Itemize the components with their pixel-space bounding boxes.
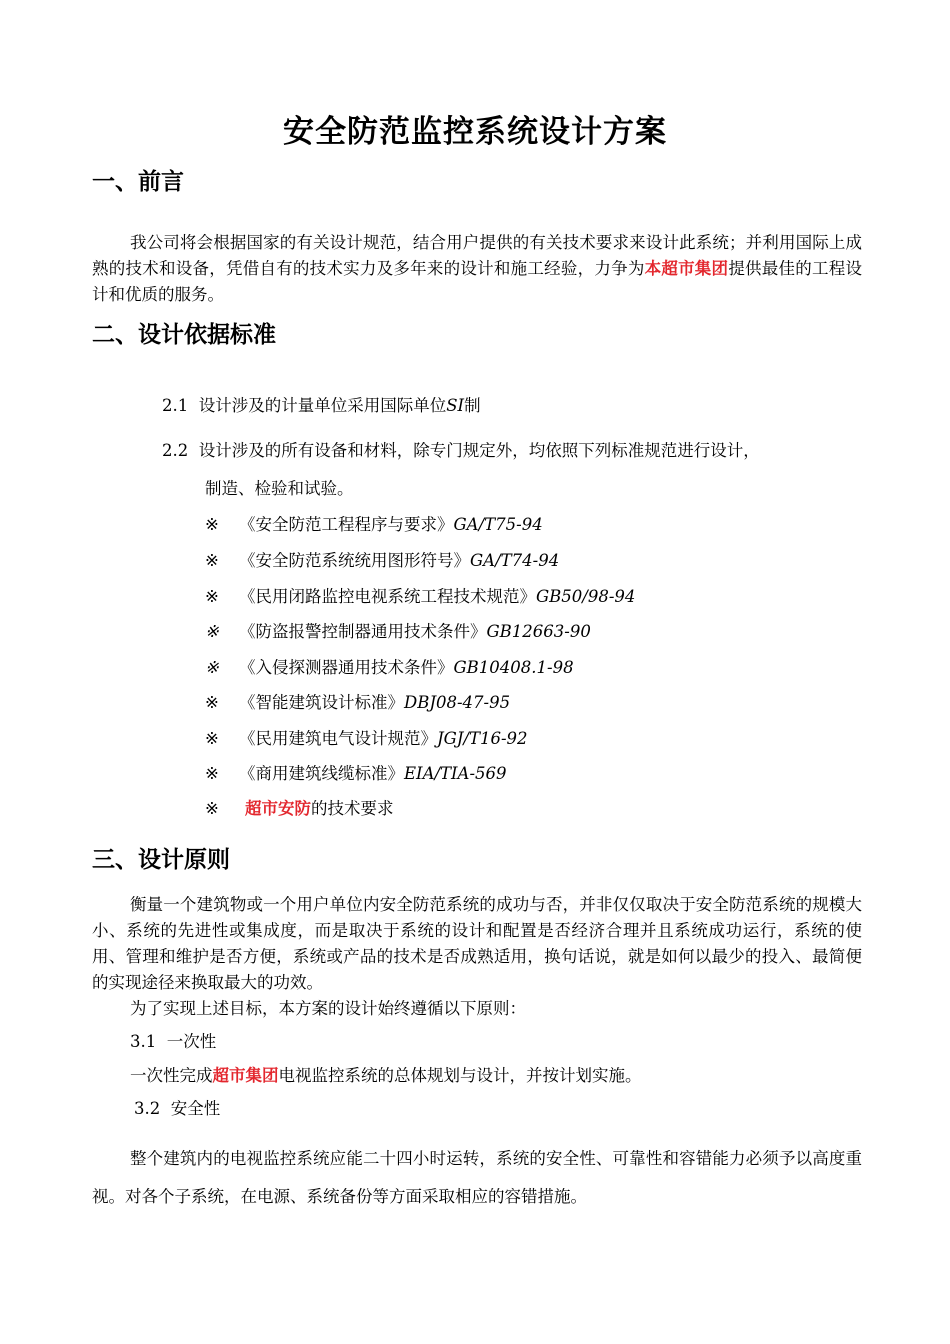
subsection-number: 3.2 [134, 1099, 161, 1118]
item-2-2 [162, 438, 760, 464]
standard-code: DBJ08-47-95 [404, 693, 511, 712]
reference-mark-icon: ※ [205, 693, 219, 712]
standard-name: 《民用建筑电气设计规范》 [239, 729, 437, 748]
subsection-3-2-text: 整个建筑内的电视监控系统应能二十四小时运转，系统的安全性、可靠性和容错能力必须予以高度重视。对各个子系统，在电源、系统备份等方面采取相应的容错措施。 [92, 1149, 862, 1206]
preface-paragraph [92, 230, 862, 308]
standard-code: GB50/98-94 [536, 587, 636, 606]
subsection-number: 3.1 [130, 1032, 157, 1051]
standard-name: 《防盗报警控制器通用技术条件》 [239, 622, 487, 641]
standard-ref [205, 654, 574, 678]
reference-mark-icon: ※ [205, 764, 219, 783]
standard-ref [205, 689, 510, 713]
standard-ref [205, 618, 591, 642]
standard-ref [205, 725, 528, 749]
standard-code: GB10408.1-98 [453, 658, 574, 677]
subsection-title: 安全性 [170, 1099, 221, 1118]
subsection-text: 一次性完成 [130, 1066, 213, 1085]
client-name-highlight: 本超市集团 [644, 259, 729, 278]
subsection-title: 一次性 [166, 1032, 217, 1051]
standard-name: 《入侵探测器通用技术条件》 [239, 658, 454, 677]
reference-mark-icon: ※ [205, 587, 219, 606]
item-text-tail: 制 [464, 396, 481, 415]
standard-code: GA/T74-94 [470, 551, 560, 570]
standard-ref-last [205, 795, 394, 819]
preface-text: 我公司将会根据国家的有关设计规范，结合用户提供的有关技术要求来设计此系统；并利用国际上成熟的技术和设备，凭借自有的技术实力及多年来的设计和施工经验，力争为 [92, 233, 862, 278]
subsection-3-1-text [130, 1063, 642, 1089]
standard-name: 《智能建筑设计标准》 [239, 693, 404, 712]
subsection-text-end: 电视监控系统的总体规划与设计，并按计划实施。 [278, 1066, 642, 1085]
si-unit: SI [446, 396, 465, 415]
section-heading-preface: 一、前言 [92, 169, 184, 195]
item-text: 设计涉及的计量单位采用国际单位 [198, 396, 447, 415]
subsection-3-1 [130, 1029, 216, 1055]
standard-code: GB12663-90 [486, 622, 591, 641]
document-title: 安全防范监控系统设计方案 [283, 114, 667, 150]
reference-mark-icon: ※ [205, 551, 219, 570]
item-2-2-continuation: 制造、检验和试验。 [205, 479, 354, 498]
reference-mark-icon: ※ [205, 729, 219, 748]
standard-tail: 的技术要求 [311, 799, 394, 818]
subsection-3-2 [134, 1096, 220, 1122]
item-text: 设计涉及的所有设备和材料，除专门规定外，均依照下列标准规范进行设计， [198, 441, 760, 460]
principles-paragraph: 衡量一个建筑物或一个用户单位内安全防范系统的成功与否，并非仅仅取决于安全防范系统的规模大小、系统的先进性或集成度，而是取决于系统的设计和配置是否经济合理并且系统成功运行，系统的使用、管理和维护是否方便，系统或产品的技术是否成熟适用，换句话说，就是如何以最少的投入、最简便的实现途径来换取最大的功效。 [92, 895, 862, 992]
item-number: 2.2 [162, 441, 189, 460]
item-number: 2.1 [162, 396, 189, 415]
reference-mark-icon: ※ [205, 799, 219, 818]
client-security-highlight: 超市安防 [245, 799, 311, 818]
standard-ref [205, 547, 559, 571]
reference-mark-icon: ※ [205, 622, 219, 641]
section-heading-standards: 二、设计依据标准 [92, 322, 276, 348]
standard-code: EIA/TIA-569 [404, 764, 507, 783]
client-group-highlight: 超市集团 [212, 1066, 279, 1085]
preface-text-end: 提供最佳的工程设计和优质的服务。 [92, 259, 863, 304]
standard-code: GA/T75-94 [453, 515, 543, 534]
item-2-1 [162, 393, 481, 419]
standard-ref [205, 583, 635, 607]
standard-name: 《安全防范系统统用图形符号》 [239, 551, 470, 570]
reference-mark-icon: ※ [205, 658, 219, 677]
standard-name: 《民用闭路监控电视系统工程技术规范》 [239, 587, 536, 606]
standard-code: JGJ/T16-92 [437, 729, 528, 748]
section-heading-principles: 三、设计原则 [92, 847, 230, 873]
standard-name: 《安全防范工程程序与要求》 [239, 515, 454, 534]
standard-ref [205, 760, 507, 784]
standard-ref [205, 511, 543, 535]
principles-goal: 为了实现上述目标，本方案的设计始终遵循以下原则： [130, 999, 526, 1018]
standard-name: 《商用建筑线缆标准》 [239, 764, 404, 783]
reference-mark-icon: ※ [205, 515, 219, 534]
